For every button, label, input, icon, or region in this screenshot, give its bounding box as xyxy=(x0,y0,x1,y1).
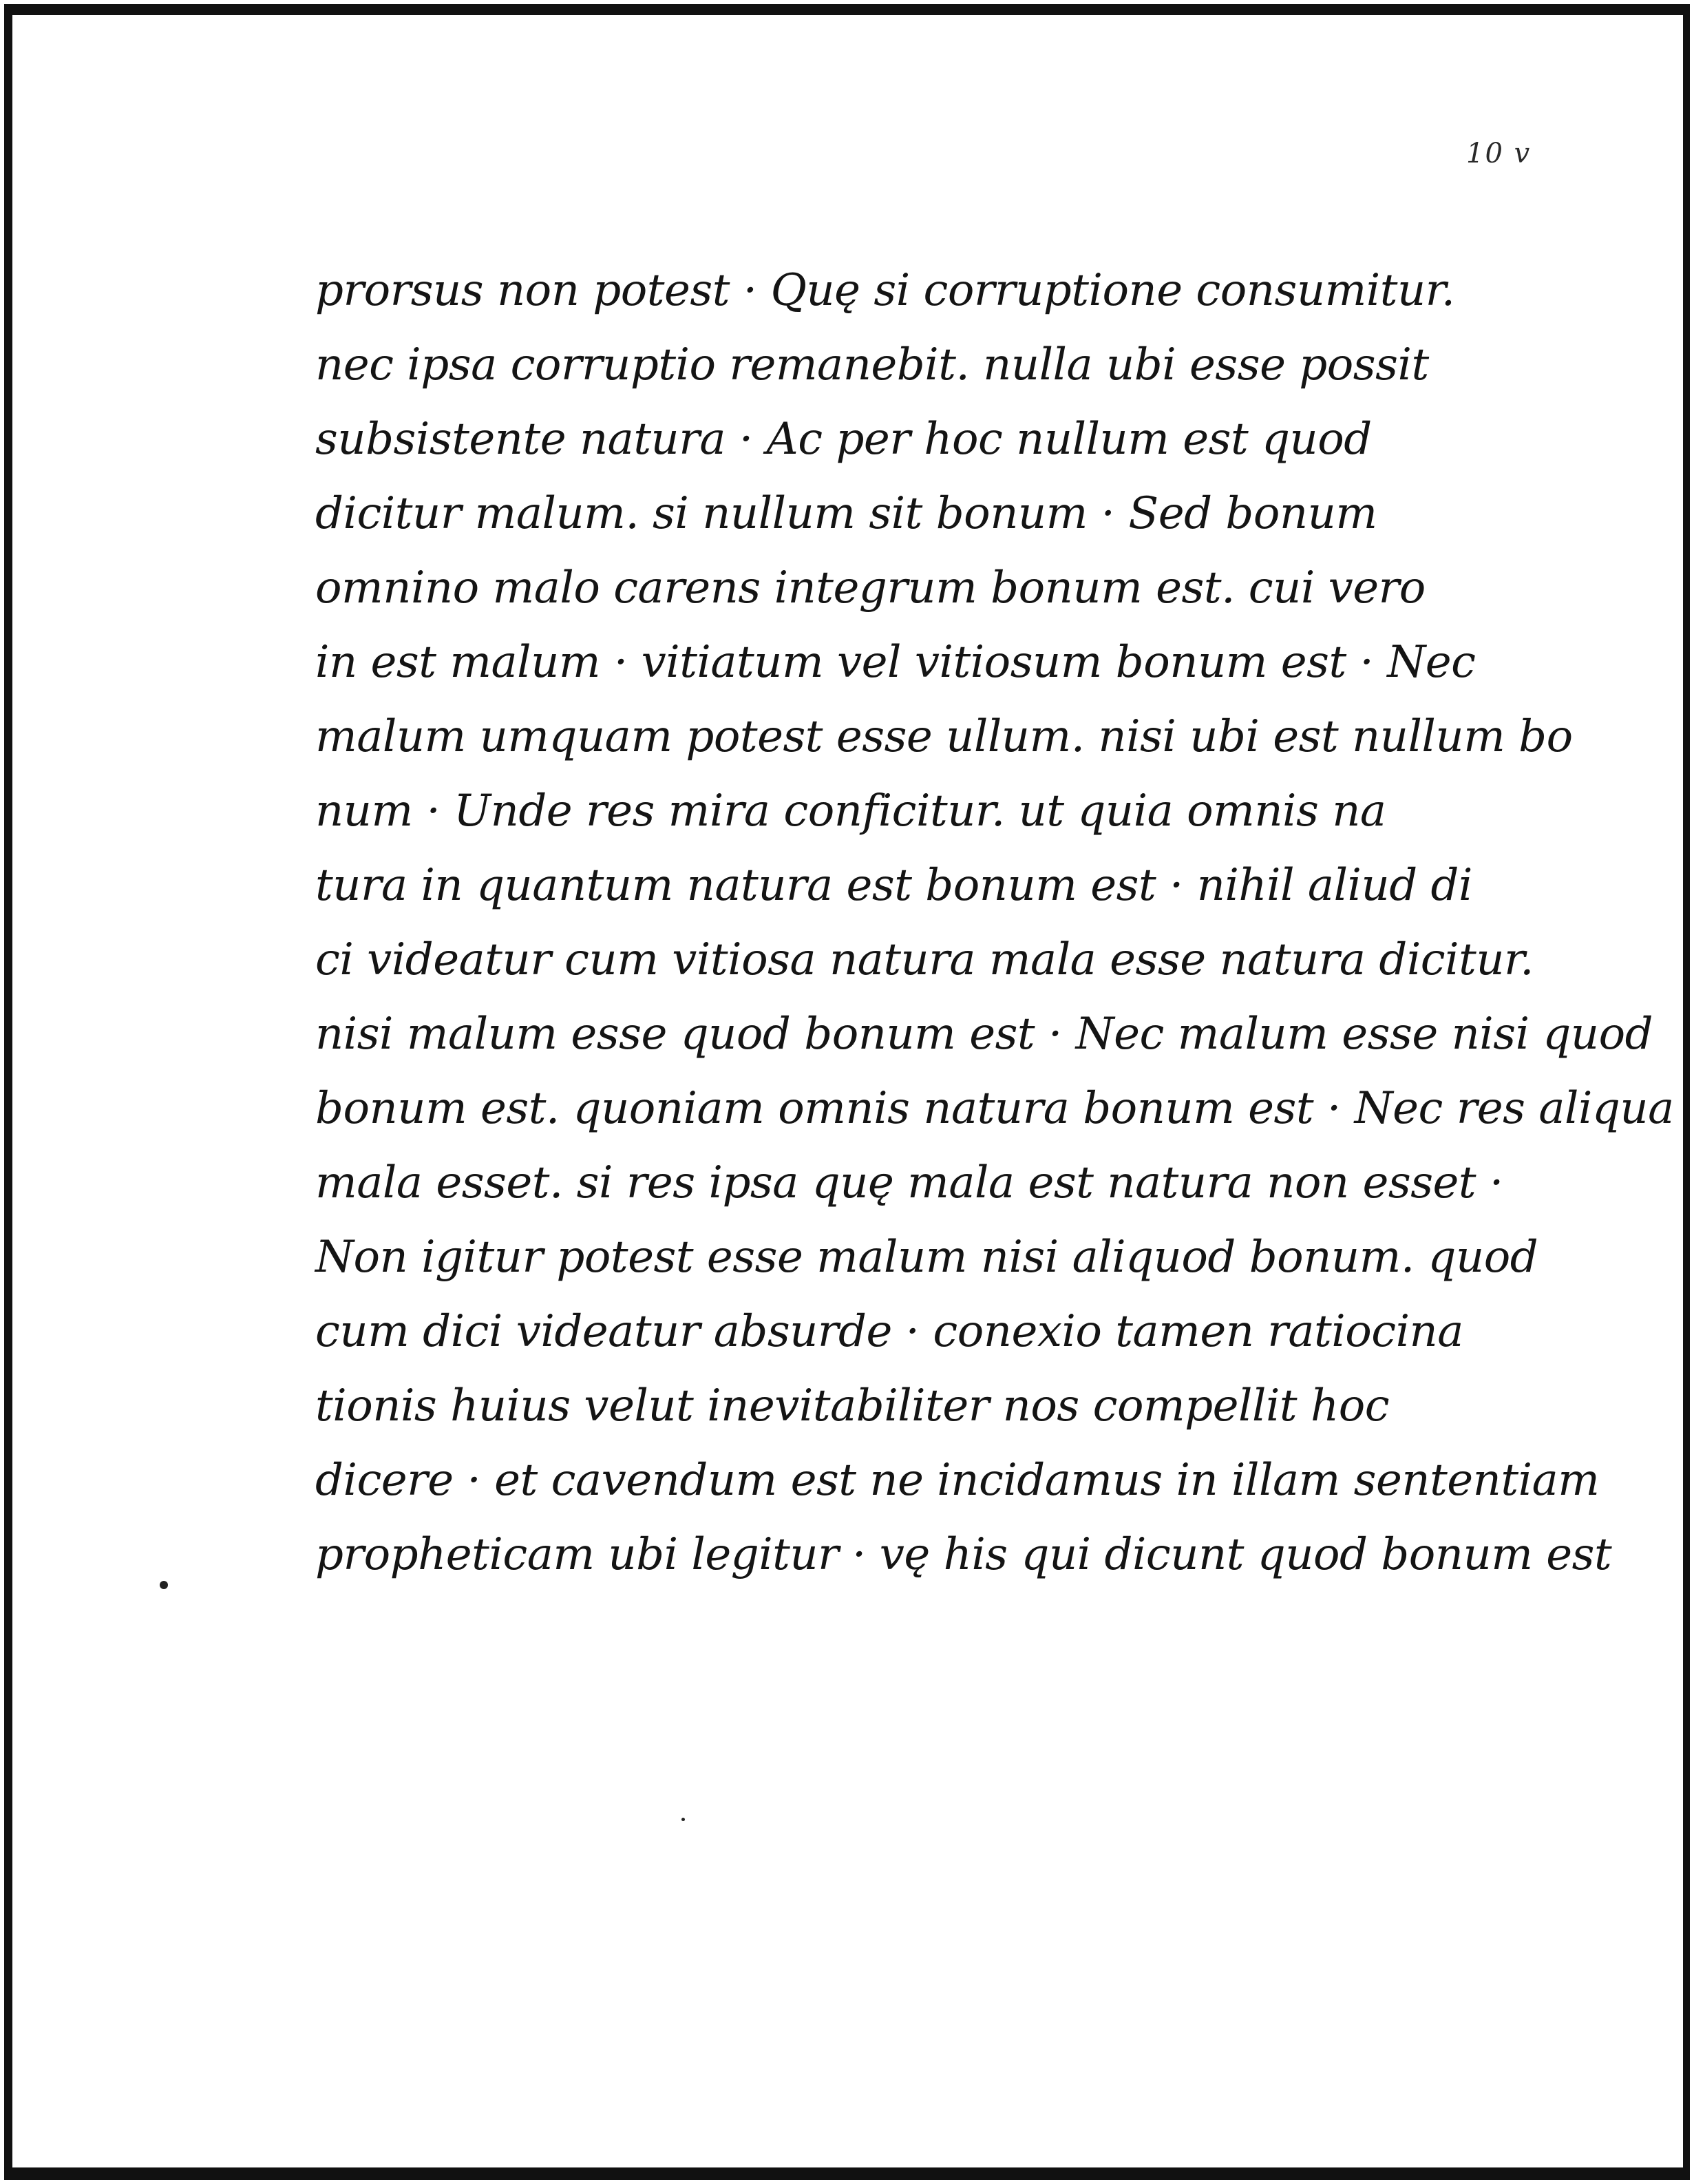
text-line: nisi malum esse quod bonum est · Nec malum esse nisi quod xyxy=(315,1009,1653,1060)
text-line: dicitur malum. si nullum sit bonum · Sed bonum xyxy=(315,488,1377,539)
text-line: ci videatur cum vitiosa natura mala esse natura dicitur. xyxy=(315,934,1534,985)
text-line: num · Unde res mira conficitur. ut quia omnis na xyxy=(315,786,1386,837)
text-line: Non igitur potest esse malum nisi aliquod bonum. quod xyxy=(315,1232,1538,1283)
ink-speck xyxy=(160,1581,168,1589)
text-line: omnino malo carens integrum bonum est. cui vero xyxy=(315,563,1426,613)
text-line: propheticam ubi legitur · vę his qui dicunt quod bonum est xyxy=(315,1529,1612,1580)
text-line: mala esset. si res ipsa quę mala est natura non esset · xyxy=(315,1157,1503,1208)
folio-number: 10 v xyxy=(1466,138,1532,169)
text-line: in est malum · vitiatum vel vitiosum bonum est · Nec xyxy=(315,637,1476,688)
text-line: dicere · et cavendum est ne incidamus in illam sententiam xyxy=(315,1455,1600,1506)
text-line: tionis huius velut inevitabiliter nos compellit hoc xyxy=(315,1380,1390,1431)
text-line: cum dici videatur absurde · conexio tamen ratiocina xyxy=(315,1306,1463,1357)
text-line: nec ipsa corruptio remanebit. nulla ubi esse possit xyxy=(315,339,1429,390)
ink-speck xyxy=(681,1818,685,1821)
text-line: malum umquam potest esse ullum. nisi ubi est nullum bo xyxy=(315,711,1573,762)
text-line: prorsus non potest · Quę si corruptione consumitur. xyxy=(315,265,1455,316)
text-line: bonum est. quoniam omnis natura bonum est · Nec res aliqua xyxy=(315,1083,1674,1134)
text-line: subsistente natura · Ac per hoc nullum est quod xyxy=(315,414,1372,465)
manuscript-text xyxy=(315,256,1674,1595)
text-line: tura in quantum natura est bonum est · nihil aliud di xyxy=(315,860,1472,911)
